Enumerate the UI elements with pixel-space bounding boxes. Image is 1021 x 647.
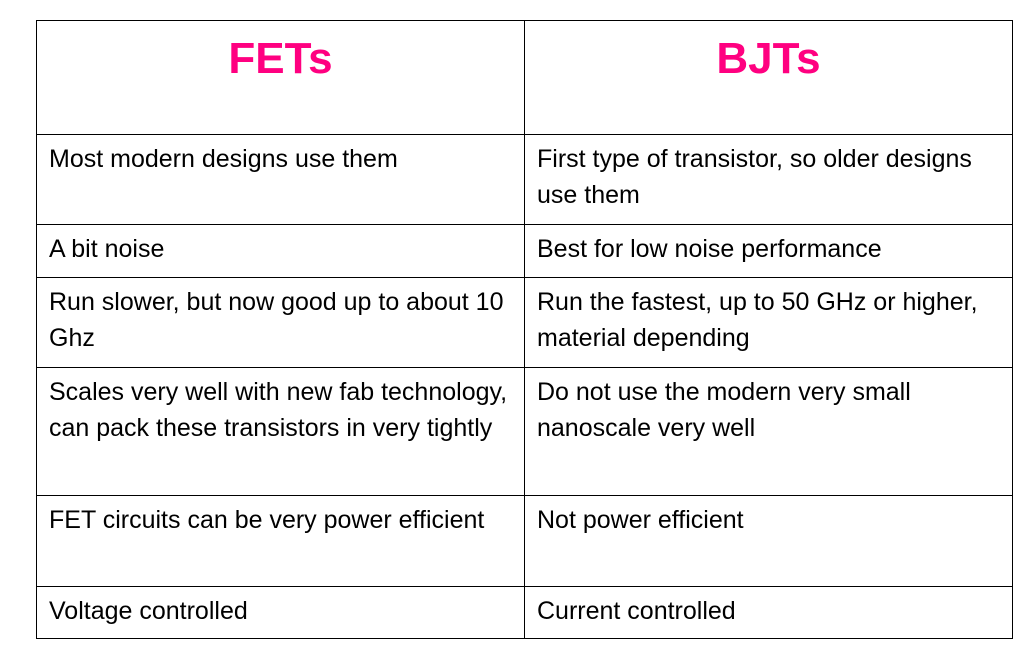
table-row bbox=[37, 496, 1013, 587]
bjt-cell: Not power efficient bbox=[525, 496, 1013, 587]
table-row bbox=[37, 225, 1013, 278]
bjt-cell: First type of transistor, so older designs use them bbox=[525, 135, 1013, 225]
fet-cell: Voltage controlled bbox=[37, 587, 525, 639]
header-fets: FETs bbox=[37, 21, 525, 135]
table-row bbox=[37, 587, 1013, 639]
bjt-cell: Run the fastest, up to 50 GHz or higher, material depending bbox=[525, 278, 1013, 368]
fet-cell: FET circuits can be very power efficient bbox=[37, 496, 525, 587]
fet-cell: Scales very well with new fab technology, can pack these transistors in very tightly bbox=[37, 368, 525, 496]
header-row bbox=[37, 21, 1013, 135]
fet-cell: A bit noise bbox=[37, 225, 525, 278]
comparison-table bbox=[36, 20, 1013, 639]
bjt-cell: Do not use the modern very small nanoscale very well bbox=[525, 368, 1013, 496]
table-row bbox=[37, 135, 1013, 225]
bjt-cell: Best for low noise performance bbox=[525, 225, 1013, 278]
fet-cell: Run slower, but now good up to about 10 Ghz bbox=[37, 278, 525, 368]
table-row bbox=[37, 368, 1013, 496]
table-row bbox=[37, 278, 1013, 368]
bjt-cell: Current controlled bbox=[525, 587, 1013, 639]
fet-cell: Most modern designs use them bbox=[37, 135, 525, 225]
header-bjts: BJTs bbox=[525, 21, 1013, 135]
